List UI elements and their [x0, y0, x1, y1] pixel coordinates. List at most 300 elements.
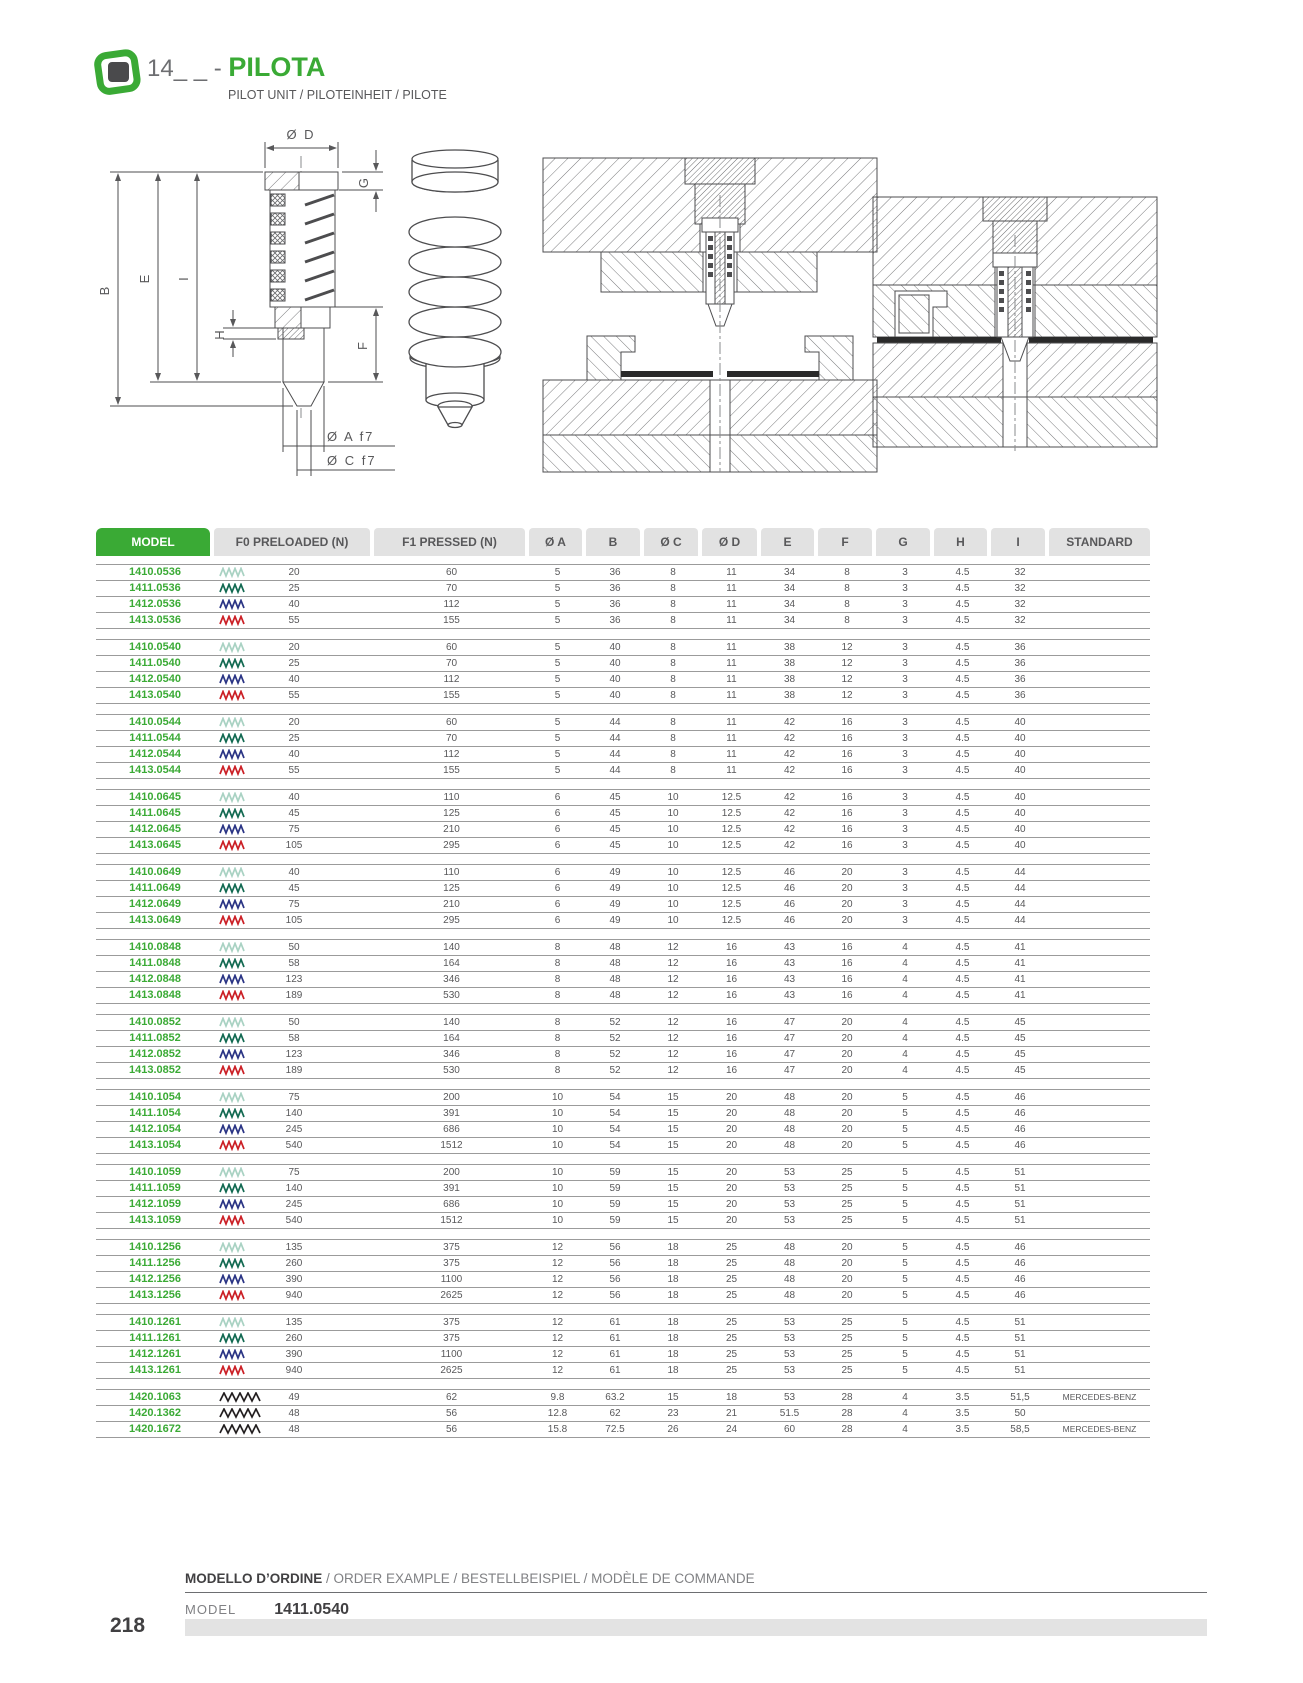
f0-cell	[214, 597, 374, 612]
dia-a-value: 10	[551, 1183, 564, 1194]
g-value: 4	[902, 1408, 908, 1419]
h-value: 4.5	[955, 867, 970, 878]
i-value: 32	[1014, 615, 1026, 626]
table-row	[96, 790, 1150, 806]
logo-icon	[92, 48, 144, 98]
f1-pressed-value: 346	[443, 1049, 460, 1060]
dia-a-value: 10	[551, 1124, 564, 1135]
dia-c-value: 8	[670, 674, 676, 685]
dia-a-value: 5	[554, 749, 561, 760]
dia-d-value: 20	[725, 1108, 738, 1119]
h-value: 4.5	[955, 1258, 970, 1269]
g-value: 3	[902, 765, 908, 776]
f0-cell	[214, 1165, 374, 1180]
f-value: 20	[841, 1033, 853, 1044]
f0-cell	[214, 672, 374, 687]
f0-cell	[214, 763, 374, 778]
f0-cell	[214, 1138, 374, 1153]
dia-c-value: 8	[670, 583, 676, 594]
f0-preloaded-value: 40	[288, 749, 300, 760]
model-number: 1411.1256	[129, 1257, 181, 1269]
e-value: 42	[783, 808, 796, 819]
i-value: 45	[1014, 1049, 1026, 1060]
table-row	[96, 565, 1150, 581]
model-number: 1412.0848	[129, 973, 181, 985]
e-value: 51.5	[779, 1408, 800, 1419]
i-value: 36	[1014, 690, 1026, 701]
f0-cell	[214, 988, 374, 1003]
b-value: 54	[609, 1124, 621, 1135]
model-number: 1410.0852	[129, 1016, 181, 1028]
f-value: 12	[841, 642, 853, 653]
e-value: 53	[783, 1183, 796, 1194]
f0-preloaded-value: 25	[288, 733, 300, 744]
i-value: 51	[1014, 1215, 1026, 1226]
dia-a-value: 10	[551, 1108, 564, 1119]
f0-preloaded-value: 49	[288, 1392, 300, 1403]
dia-d-value: 25	[725, 1365, 738, 1376]
technical-drawing-open-position	[535, 140, 885, 475]
g-value: 4	[902, 974, 908, 985]
table-row	[96, 1047, 1150, 1063]
page-title	[147, 52, 325, 83]
h-value: 4.5	[955, 990, 970, 1001]
f0-preloaded-value: 40	[288, 674, 300, 685]
dia-c-value: 8	[670, 749, 676, 760]
dia-c-value: 23	[667, 1408, 679, 1419]
b-value: 52	[609, 1017, 621, 1028]
model-number: 1411.0649	[129, 882, 181, 894]
model-number: 1412.1256	[129, 1273, 181, 1285]
spring-icon	[219, 1017, 246, 1028]
model-number: 1412.1261	[129, 1348, 181, 1360]
order-example-heading-primary: MODELLO D’ORDINE	[185, 1571, 323, 1586]
dia-c-value: 10	[667, 840, 679, 851]
f0-preloaded-value: 50	[288, 1017, 300, 1028]
f1-pressed-value: 1100	[440, 1274, 463, 1285]
f1-pressed-value: 164	[443, 1033, 460, 1044]
i-value: 58,5	[1010, 1424, 1030, 1435]
b-value: 56	[609, 1274, 621, 1285]
dia-d-value: 12.5	[721, 792, 742, 803]
dia-c-value: 15	[667, 1199, 679, 1210]
f0-cell	[214, 1015, 374, 1030]
column-header-e: E	[761, 528, 814, 556]
dia-d-value: 16	[725, 1033, 738, 1044]
f-value: 25	[841, 1317, 853, 1328]
table-row	[96, 581, 1150, 597]
f-value: 20	[841, 1140, 853, 1151]
dia-d-value: 12.5	[721, 808, 742, 819]
dia-a-value: 12	[551, 1317, 564, 1328]
i-value: 41	[1014, 942, 1026, 953]
table-row	[96, 1363, 1150, 1379]
f0-preloaded-value: 390	[285, 1274, 303, 1285]
i-value: 51	[1014, 1167, 1026, 1178]
f1-pressed-value: 70	[445, 583, 458, 594]
f-value: 16	[841, 840, 853, 851]
f0-cell	[214, 747, 374, 762]
f0-cell	[214, 1240, 374, 1255]
dia-c-value: 8	[670, 642, 676, 653]
table-row	[96, 763, 1150, 779]
dia-d-value: 20	[725, 1167, 738, 1178]
f-value: 16	[841, 765, 853, 776]
model-number: 1410.0540	[129, 641, 181, 653]
f1-pressed-value: 112	[443, 599, 460, 610]
g-value: 4	[902, 1424, 908, 1435]
h-value: 4.5	[955, 583, 970, 594]
g-value: 5	[902, 1333, 908, 1344]
f-value: 25	[841, 1215, 853, 1226]
e-value: 60	[783, 1424, 796, 1435]
table-group	[96, 1314, 1150, 1379]
dia-d-value: 21	[725, 1408, 738, 1419]
i-value: 40	[1014, 808, 1026, 819]
f0-cell	[214, 1106, 374, 1121]
spring-icon	[219, 765, 246, 776]
dia-d-value: 16	[725, 1017, 738, 1028]
f-value: 20	[841, 1124, 853, 1135]
h-value: 4.5	[955, 733, 970, 744]
dia-a-value: 10	[551, 1167, 564, 1178]
f1-pressed-value: 375	[443, 1242, 460, 1253]
table-row	[96, 913, 1150, 929]
dim-label-dia-d: Ø D	[286, 127, 316, 142]
dia-c-value: 12	[667, 958, 679, 969]
b-value: 49	[609, 883, 621, 894]
dia-a-value: 9.8	[550, 1392, 565, 1403]
dia-a-value: 6	[554, 883, 561, 894]
table-row	[96, 988, 1150, 1004]
table-row	[96, 956, 1150, 972]
table-row	[96, 838, 1150, 854]
f-value: 28	[841, 1424, 853, 1435]
dia-a-value: 6	[554, 808, 561, 819]
g-value: 5	[902, 1349, 908, 1360]
h-value: 4.5	[955, 840, 970, 851]
spring-icon	[219, 1392, 261, 1403]
g-value: 4	[902, 942, 908, 953]
table-row	[96, 1181, 1150, 1197]
spring-icon	[219, 899, 246, 910]
g-value: 3	[902, 808, 908, 819]
g-value: 5	[902, 1167, 908, 1178]
dia-c-value: 8	[670, 658, 676, 669]
f-value: 20	[841, 915, 853, 926]
table-row	[96, 1138, 1150, 1154]
f0-cell	[214, 1331, 374, 1346]
column-header-g: G	[876, 528, 930, 556]
dia-c-value: 8	[670, 615, 676, 626]
f1-pressed-value: 112	[443, 674, 460, 685]
technical-drawing-closed-position	[865, 185, 1165, 455]
f0-preloaded-value: 58	[288, 958, 300, 969]
b-value: 44	[609, 765, 621, 776]
spring-icon	[219, 690, 246, 701]
standard-value: MERCEDES-BENZ	[1062, 1424, 1137, 1434]
dia-c-value: 10	[667, 899, 679, 910]
dia-d-value: 20	[725, 1124, 738, 1135]
table-row	[96, 1256, 1150, 1272]
e-value: 34	[783, 599, 796, 610]
f-value: 25	[841, 1365, 853, 1376]
spring-icon	[219, 674, 246, 685]
f0-cell	[214, 865, 374, 880]
f0-preloaded-value: 20	[288, 642, 300, 653]
model-number: 1411.1059	[129, 1182, 181, 1194]
model-number: 1412.0536	[129, 598, 181, 610]
g-value: 5	[902, 1242, 908, 1253]
f0-cell	[214, 822, 374, 837]
dia-c-value: 10	[667, 867, 679, 878]
f1-pressed-value: 1512	[440, 1140, 463, 1151]
dia-d-value: 20	[725, 1183, 738, 1194]
h-value: 4.5	[955, 899, 970, 910]
spring-icon	[219, 808, 246, 819]
table-group	[96, 1014, 1150, 1079]
table-row	[96, 881, 1150, 897]
model-number: 1410.1054	[129, 1091, 181, 1103]
f-value: 20	[841, 1049, 853, 1060]
f1-pressed-value: 56	[445, 1424, 458, 1435]
table-row	[96, 1090, 1150, 1106]
i-value: 36	[1014, 658, 1026, 669]
f0-cell	[214, 1256, 374, 1271]
h-value: 4.5	[955, 974, 970, 985]
column-header-standard: STANDARD	[1049, 528, 1150, 556]
i-value: 46	[1014, 1290, 1026, 1301]
spring-icon	[219, 942, 246, 953]
f0-preloaded-value: 40	[288, 599, 300, 610]
dia-a-value: 6	[554, 899, 561, 910]
g-value: 3	[902, 642, 908, 653]
f-value: 20	[841, 899, 853, 910]
f0-cell	[214, 1272, 374, 1287]
dia-a-value: 12	[551, 1349, 564, 1360]
f1-pressed-value: 60	[445, 567, 458, 578]
f0-preloaded-value: 75	[288, 899, 300, 910]
g-value: 3	[902, 674, 908, 685]
dia-d-value: 12.5	[721, 915, 742, 926]
e-value: 53	[783, 1167, 796, 1178]
dia-c-value: 26	[667, 1424, 679, 1435]
i-value: 51	[1014, 1199, 1026, 1210]
i-value: 40	[1014, 765, 1026, 776]
g-value: 4	[902, 958, 908, 969]
table-row	[96, 940, 1150, 956]
dia-a-value: 5	[554, 567, 561, 578]
spring-icon	[219, 1092, 246, 1103]
dia-d-value: 11	[726, 690, 737, 701]
dia-d-value: 20	[725, 1140, 738, 1151]
f1-pressed-value: 1512	[440, 1215, 463, 1226]
b-value: 44	[609, 717, 621, 728]
e-value: 34	[783, 567, 796, 578]
dia-d-value: 16	[725, 942, 738, 953]
table-group	[96, 714, 1150, 779]
e-value: 42	[783, 792, 796, 803]
dia-c-value: 10	[667, 824, 679, 835]
f0-cell	[214, 1347, 374, 1362]
f0-preloaded-value: 105	[285, 840, 303, 851]
b-value: 56	[609, 1258, 621, 1269]
f-value: 16	[841, 717, 853, 728]
model-number: 1413.1054	[129, 1139, 181, 1151]
f-value: 28	[841, 1392, 853, 1403]
h-value: 4.5	[955, 1215, 970, 1226]
b-value: 45	[609, 792, 621, 803]
f0-preloaded-value: 140	[285, 1183, 303, 1194]
spring-icon	[219, 733, 246, 744]
b-value: 45	[609, 840, 621, 851]
f-value: 20	[841, 1092, 853, 1103]
column-header-a: Ø A	[529, 528, 582, 556]
dia-d-value: 16	[725, 1049, 738, 1060]
e-value: 47	[783, 1065, 796, 1076]
table-row	[96, 1331, 1150, 1347]
i-value: 51	[1014, 1365, 1026, 1376]
f0-preloaded-value: 48	[288, 1408, 300, 1419]
model-number: 1411.0852	[129, 1032, 181, 1044]
table-row	[96, 613, 1150, 629]
e-value: 48	[783, 1290, 796, 1301]
table-row	[96, 1213, 1150, 1229]
f0-preloaded-value: 260	[285, 1258, 303, 1269]
e-value: 53	[783, 1392, 796, 1403]
dia-d-value: 11	[726, 599, 737, 610]
spring-icon	[219, 1108, 246, 1119]
dia-d-value: 20	[725, 1092, 738, 1103]
i-value: 40	[1014, 717, 1026, 728]
h-value: 4.5	[955, 1274, 970, 1285]
dia-a-value: 5	[554, 615, 561, 626]
dia-d-value: 11	[726, 642, 737, 653]
g-value: 3	[902, 749, 908, 760]
model-number: 1413.0649	[129, 914, 181, 926]
h-value: 4.5	[955, 717, 970, 728]
e-value: 38	[783, 658, 796, 669]
spring-icon	[219, 1049, 246, 1060]
model-number: 1413.0540	[129, 689, 181, 701]
i-value: 51	[1014, 1349, 1026, 1360]
b-value: 45	[609, 824, 621, 835]
e-value: 48	[783, 1242, 796, 1253]
technical-drawing-exterior-view	[388, 140, 523, 430]
dia-c-value: 15	[667, 1092, 679, 1103]
table-row	[96, 1106, 1150, 1122]
i-value: 40	[1014, 792, 1026, 803]
model-number: 1420.1063	[129, 1391, 181, 1403]
b-value: 49	[609, 867, 621, 878]
f1-pressed-value: 70	[445, 658, 458, 669]
f-value: 25	[841, 1199, 853, 1210]
dia-c-value: 12	[667, 990, 679, 1001]
f0-preloaded-value: 40	[288, 867, 300, 878]
f1-pressed-value: 155	[443, 615, 460, 626]
dia-c-value: 8	[670, 733, 676, 744]
i-value: 51	[1014, 1333, 1026, 1344]
f-value: 25	[841, 1349, 853, 1360]
e-value: 47	[783, 1017, 796, 1028]
e-value: 42	[783, 717, 796, 728]
model-number: 1420.1362	[129, 1407, 181, 1419]
f-value: 20	[841, 1258, 853, 1269]
g-value: 4	[902, 1049, 908, 1060]
dia-c-value: 12	[667, 1033, 679, 1044]
dia-c-value: 18	[667, 1258, 679, 1269]
f-value: 12	[841, 658, 853, 669]
dia-d-value: 20	[725, 1199, 738, 1210]
h-value: 4.5	[955, 1017, 970, 1028]
spring-icon	[219, 1274, 246, 1285]
f1-pressed-value: 1100	[440, 1349, 463, 1360]
b-value: 61	[609, 1317, 621, 1328]
f0-preloaded-value: 123	[285, 974, 303, 985]
dia-d-value: 25	[725, 1242, 738, 1253]
dia-d-value: 11	[726, 615, 737, 626]
column-header-b: B	[586, 528, 640, 556]
dia-a-value: 5	[554, 733, 561, 744]
g-value: 3	[902, 615, 908, 626]
column-header-f1-pressed-n: F1 PRESSED (N)	[374, 528, 525, 556]
table-row	[96, 672, 1150, 688]
dia-a-value: 5	[554, 583, 561, 594]
f0-cell	[214, 1315, 374, 1330]
h-value: 4.5	[955, 658, 970, 669]
dia-d-value: 16	[725, 1065, 738, 1076]
f0-cell	[214, 731, 374, 746]
h-value: 4.5	[955, 1183, 970, 1194]
table-row	[96, 972, 1150, 988]
h-value: 4.5	[955, 1333, 970, 1344]
f-value: 16	[841, 824, 853, 835]
table-row	[96, 656, 1150, 672]
table-group	[96, 1239, 1150, 1304]
dim-label-g: G	[356, 175, 371, 189]
b-value: 52	[609, 1033, 621, 1044]
f-value: 25	[841, 1167, 853, 1178]
model-number: 1410.1256	[129, 1241, 181, 1253]
dia-c-value: 18	[667, 1349, 679, 1360]
dia-c-value: 18	[667, 1365, 679, 1376]
column-header-f0-preloaded-n: F0 PRELOADED (N)	[214, 528, 370, 556]
dim-label-dia-c: Ø C f7	[327, 453, 377, 468]
dia-a-value: 8	[554, 1017, 561, 1028]
f0-cell	[214, 688, 374, 703]
dia-d-value: 11	[726, 658, 737, 669]
b-value: 44	[609, 733, 621, 744]
i-value: 51	[1014, 1183, 1026, 1194]
dia-c-value: 18	[667, 1317, 679, 1328]
f0-preloaded-value: 75	[288, 1092, 300, 1103]
dia-d-value: 12.5	[721, 824, 742, 835]
dia-a-value: 6	[554, 840, 561, 851]
f-value: 20	[841, 1065, 853, 1076]
b-value: 61	[609, 1333, 621, 1344]
title-name: PILOTA	[228, 52, 326, 82]
e-value: 34	[783, 615, 796, 626]
f0-cell	[214, 897, 374, 912]
dim-label-h: H	[212, 328, 227, 340]
f0-cell	[214, 715, 374, 730]
f-value: 20	[841, 883, 853, 894]
f0-preloaded-value: 55	[288, 765, 300, 776]
f0-cell	[214, 1031, 374, 1046]
f0-preloaded-value: 48	[288, 1424, 300, 1435]
g-value: 5	[902, 1199, 908, 1210]
table-row	[96, 1390, 1150, 1406]
